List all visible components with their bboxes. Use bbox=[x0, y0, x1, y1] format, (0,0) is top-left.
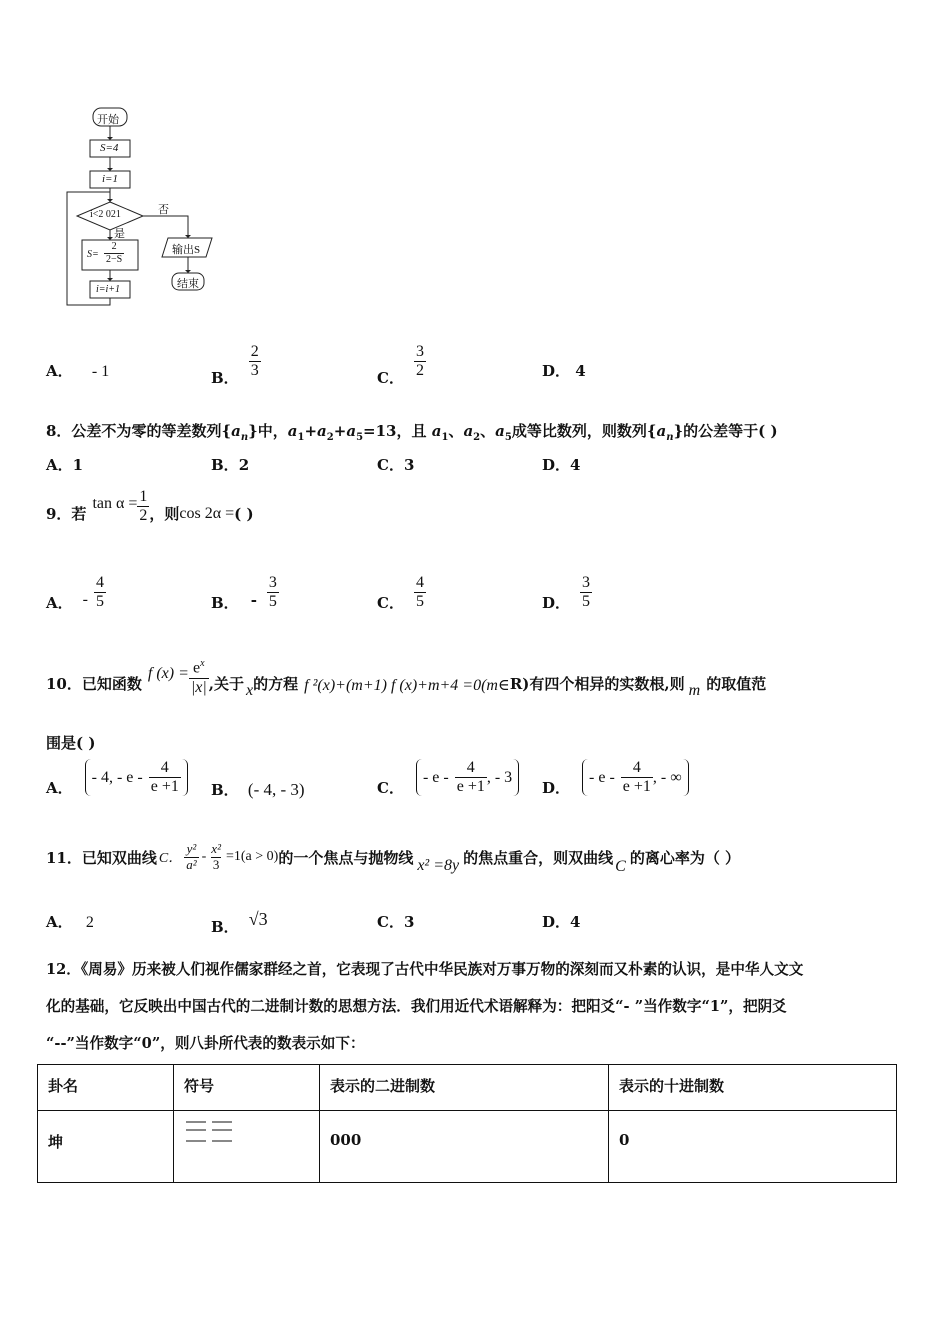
q9-stem-part: 9．若 bbox=[46, 505, 87, 524]
q8-var: a bbox=[656, 422, 667, 440]
flow-end-label: 结束 bbox=[177, 278, 199, 290]
q8-var: a bbox=[495, 422, 505, 440]
q10-f-num-base: e bbox=[193, 659, 201, 677]
q11-option-c bbox=[377, 911, 414, 932]
q8-d-label: D． bbox=[542, 456, 571, 474]
flow-init-s-label: S=4 bbox=[100, 142, 119, 154]
q10-a-num: 4 bbox=[160, 758, 169, 776]
q9-d-den: 5 bbox=[582, 593, 591, 610]
q8-stem-part: 成等比数列，则数列{ bbox=[511, 422, 657, 440]
q8-sub: n bbox=[240, 432, 249, 443]
q9-a-sign: - bbox=[82, 590, 88, 608]
table-header-row bbox=[38, 1065, 897, 1111]
q7-b-num: 2 bbox=[250, 342, 259, 360]
q10-stem bbox=[46, 656, 766, 700]
q10-a-den: e +1 bbox=[150, 778, 179, 795]
q11-parabola: x² =8y bbox=[417, 857, 460, 874]
q8-c-value: 3 bbox=[403, 456, 415, 474]
q8-option-a bbox=[46, 454, 83, 475]
q11-d-label: D． bbox=[542, 913, 571, 931]
q8-var: a bbox=[287, 422, 298, 440]
q7-b-label: B． bbox=[211, 369, 239, 387]
q10-d-label: D． bbox=[542, 779, 571, 797]
q8-d-value: 4 bbox=[570, 456, 581, 474]
q7-b-den: 3 bbox=[250, 362, 259, 379]
flow-assign-frac bbox=[104, 241, 124, 266]
q11-option-d bbox=[542, 911, 580, 932]
q12-line-1: 12．《周易》历来被人们视作儒家群经之首，它表现了古代中华民族对万事万物的深刻而又朴素的认识，是中华人文文 bbox=[46, 961, 804, 978]
q11-stem-part: 的焦点重合，则双曲线 bbox=[463, 848, 614, 867]
q8-a-value: 1 bbox=[72, 456, 84, 474]
q8-a-label: A． bbox=[46, 456, 73, 474]
q11-option-a bbox=[46, 911, 94, 932]
q9-b-sign: - bbox=[250, 590, 257, 609]
table-cell-binary: 000 bbox=[320, 1111, 609, 1183]
q10-c-fraction bbox=[455, 759, 487, 797]
q9-a-fraction bbox=[94, 574, 106, 612]
q10-d-post: , - ∞ bbox=[652, 768, 682, 786]
q7-a-value: - 1 bbox=[91, 363, 110, 380]
q8-var: a bbox=[231, 422, 241, 440]
q10-equation: f ²(x)+(m+1) f (x)+m+4 =0(m∈ bbox=[304, 677, 510, 694]
q9-d-label: D． bbox=[542, 594, 571, 612]
q11-b-label: B． bbox=[211, 918, 239, 936]
flow-no-label: 否 bbox=[158, 204, 169, 216]
q9-stem-part: ，则 bbox=[149, 505, 180, 524]
q7-option-d bbox=[542, 360, 586, 381]
q11-stem-part: 的离心率为（ ） bbox=[629, 848, 741, 867]
q9-c-label: C． bbox=[377, 594, 404, 612]
q8-stem-part: 8．公差不为零的等差数列{ bbox=[46, 422, 232, 440]
q10-f-num-sup: x bbox=[200, 658, 205, 670]
q8-b-value: 2 bbox=[238, 456, 250, 474]
q11-c-label: C． bbox=[158, 851, 183, 866]
q10-c-bracket bbox=[416, 759, 519, 797]
q10-c-pre: - e - bbox=[422, 768, 449, 786]
q8-var: a bbox=[431, 422, 442, 440]
q10-d-pre: - e - bbox=[589, 768, 615, 786]
q10-m: m bbox=[688, 682, 701, 699]
table-header-cell: 符号 bbox=[174, 1065, 320, 1111]
q11-c-label-opt: C． bbox=[377, 913, 404, 931]
bagua-table bbox=[37, 1064, 897, 1183]
q10-a-fraction bbox=[149, 759, 181, 797]
q8-var: a bbox=[346, 422, 357, 440]
q11-a2: a² bbox=[186, 856, 197, 872]
q7-c-label: C． bbox=[377, 369, 404, 387]
q10-option-c bbox=[377, 757, 519, 798]
q11-stem-part: 11．已知双曲线 bbox=[46, 848, 157, 867]
q7-c-den: 2 bbox=[415, 362, 424, 379]
q8-stem-part: }中， bbox=[248, 422, 288, 440]
q8-var: a bbox=[463, 422, 474, 440]
q11-x2: x² bbox=[211, 840, 221, 856]
q8-stem-part: + bbox=[333, 422, 347, 440]
table-row bbox=[38, 1111, 897, 1183]
q11-y-fraction bbox=[184, 842, 198, 873]
q10-stem-part: 10．已知函数 bbox=[46, 674, 142, 693]
q9-stem-part: ( ) bbox=[234, 504, 254, 523]
q10-d-num: 4 bbox=[632, 758, 641, 776]
q10-stem-cont: 围是( ) bbox=[46, 734, 96, 752]
q7-option-b bbox=[211, 335, 261, 388]
q8-option-b bbox=[211, 454, 249, 475]
table-header-cell: 表示的十进制数 bbox=[609, 1065, 897, 1111]
q10-f-fraction bbox=[189, 658, 209, 697]
q8-c-label: C． bbox=[377, 456, 404, 474]
q11-b-value: √3 bbox=[248, 909, 268, 929]
flowchart bbox=[60, 100, 230, 315]
q8-stem bbox=[46, 420, 778, 443]
q11-C: C bbox=[615, 858, 626, 875]
q10-x: x bbox=[246, 682, 254, 699]
q8-var: a bbox=[317, 422, 327, 440]
q7-d-value: 4 bbox=[575, 362, 586, 380]
q8-stem-part: 、 bbox=[480, 422, 496, 440]
q7-d-label: D． bbox=[542, 362, 571, 380]
q12-line-3: “--”当作数字“0”，则八卦所代表的数表示如下： bbox=[46, 1035, 365, 1052]
q9-option-a bbox=[46, 572, 106, 613]
q7-option-c bbox=[377, 335, 426, 388]
q10-option-b bbox=[211, 779, 305, 800]
q10-c-den: e +1 bbox=[456, 778, 485, 795]
q9-a-num: 4 bbox=[95, 573, 104, 591]
q10-b-value: (- 4, - 3) bbox=[247, 780, 305, 799]
flow-assign-num: 2 bbox=[111, 241, 117, 252]
q10-option-a bbox=[46, 757, 188, 798]
q11-a-value: 2 bbox=[85, 914, 94, 931]
q11-y2: y² bbox=[186, 840, 197, 856]
q11-eq-post: =1(a > 0) bbox=[225, 849, 279, 864]
q10-a-label: A． bbox=[46, 779, 73, 797]
q9-c-num: 4 bbox=[415, 573, 424, 591]
q9-num: 1 bbox=[139, 488, 148, 505]
table-cell-decimal: 0 bbox=[609, 1111, 897, 1183]
q11-option-b bbox=[211, 902, 268, 937]
table-header-cell: 卦名 bbox=[38, 1065, 174, 1111]
q8-sub: n bbox=[666, 432, 674, 443]
q9-tan: tan α = bbox=[92, 494, 138, 512]
q8-sub: 2 bbox=[473, 432, 481, 443]
q9-cos: cos 2α = bbox=[179, 504, 235, 522]
q9-a-label: A． bbox=[46, 594, 73, 612]
q10-c-label: C． bbox=[377, 779, 404, 797]
q9-stem bbox=[46, 488, 254, 526]
q11-stem bbox=[46, 838, 740, 876]
flow-assign-lhs: S= bbox=[87, 249, 99, 260]
q9-b-label: B． bbox=[211, 594, 239, 612]
q9-c-den: 5 bbox=[415, 593, 424, 610]
q9-b-num: 3 bbox=[268, 573, 277, 591]
q10-a-pre: - 4, - e - bbox=[91, 768, 143, 786]
q11-three: 3 bbox=[212, 856, 220, 872]
q8-stem-part: =13，且 bbox=[363, 422, 427, 440]
q8-stem-part: 、 bbox=[448, 422, 464, 440]
table-header-cell: 表示的二进制数 bbox=[320, 1065, 609, 1111]
q7-b-fraction bbox=[249, 343, 261, 381]
table-cell-name: 坤 bbox=[38, 1111, 174, 1183]
flow-output-label: 输出S bbox=[172, 244, 201, 256]
q8-option-c bbox=[377, 454, 414, 475]
q9-b-den: 5 bbox=[268, 593, 277, 610]
q10-b-label: B． bbox=[211, 781, 239, 799]
q10-c-num: 4 bbox=[466, 758, 475, 776]
q10-stem-part: R)有四个相异的实数根,则 bbox=[509, 674, 685, 693]
q12-line-2: 化的基础，它反映出中国古代的二进制计数的思想方法．我们用近代术语解释为：把阳爻“- ”当作数字“1”，把阴爻 bbox=[46, 998, 787, 1015]
q9-den: 2 bbox=[139, 507, 148, 525]
q7-option-a bbox=[46, 360, 109, 381]
q9-a-den: 5 bbox=[95, 593, 104, 610]
table-cell-symbol bbox=[174, 1111, 320, 1183]
q11-c-value: 3 bbox=[403, 913, 415, 931]
q9-b-fraction bbox=[267, 574, 279, 612]
q8-sub: 5 bbox=[356, 432, 364, 443]
q8-option-d bbox=[542, 454, 580, 475]
q8-sub: 1 bbox=[297, 432, 305, 443]
q8-sub: 2 bbox=[326, 432, 334, 443]
q10-c-post: , - 3 bbox=[486, 768, 513, 786]
q10-d-den: e +1 bbox=[622, 778, 651, 795]
q11-a-label: A． bbox=[46, 913, 73, 931]
q9-c-fraction bbox=[414, 574, 426, 612]
q9-fraction bbox=[137, 488, 149, 526]
q10-stem-part: ,关于 bbox=[208, 674, 245, 693]
q11-x-fraction bbox=[209, 842, 223, 873]
q9-d-num: 3 bbox=[582, 573, 591, 591]
q11-minus: - bbox=[201, 849, 207, 864]
q10-d-fraction bbox=[621, 759, 653, 797]
flow-yes-label: 是 bbox=[114, 228, 125, 240]
q10-stem-part: 的方程 bbox=[253, 674, 299, 693]
q11-stem-part: 的一个焦点与抛物线 bbox=[278, 848, 414, 867]
q8-sub: 5 bbox=[504, 432, 512, 443]
q7-a-label: A． bbox=[46, 362, 73, 380]
q10-a-bracket bbox=[85, 759, 188, 797]
q7-c-fraction bbox=[414, 343, 426, 381]
flow-inc-label: i=i+1 bbox=[96, 284, 121, 295]
flow-start-label: 开始 bbox=[97, 114, 119, 126]
q8-sub: 1 bbox=[441, 432, 449, 443]
q10-f-num bbox=[191, 658, 207, 678]
q7-c-num: 3 bbox=[415, 342, 424, 360]
q11-d-value: 4 bbox=[570, 913, 581, 931]
q8-stem-part: }的公差等于( ) bbox=[673, 422, 778, 440]
flow-cond-label: i<2 021 bbox=[90, 209, 121, 220]
q9-option-b bbox=[211, 572, 279, 613]
q10-stem-part: 的取值范 bbox=[706, 674, 767, 693]
flow-init-i-label: i=1 bbox=[102, 173, 118, 185]
q9-d-fraction bbox=[580, 574, 592, 612]
flow-assign-den: 2−S bbox=[106, 254, 123, 265]
q10-f-den: |x| bbox=[190, 679, 207, 697]
q9-option-d bbox=[542, 572, 592, 613]
q8-b-label: B． bbox=[211, 456, 239, 474]
q10-d-bracket bbox=[582, 759, 689, 797]
q10-option-d bbox=[542, 757, 689, 798]
kun-trigram-icon bbox=[184, 1119, 234, 1143]
q10-fx: f (x) = bbox=[147, 665, 189, 682]
q8-stem-part: + bbox=[304, 422, 318, 440]
q9-option-c bbox=[377, 572, 426, 613]
